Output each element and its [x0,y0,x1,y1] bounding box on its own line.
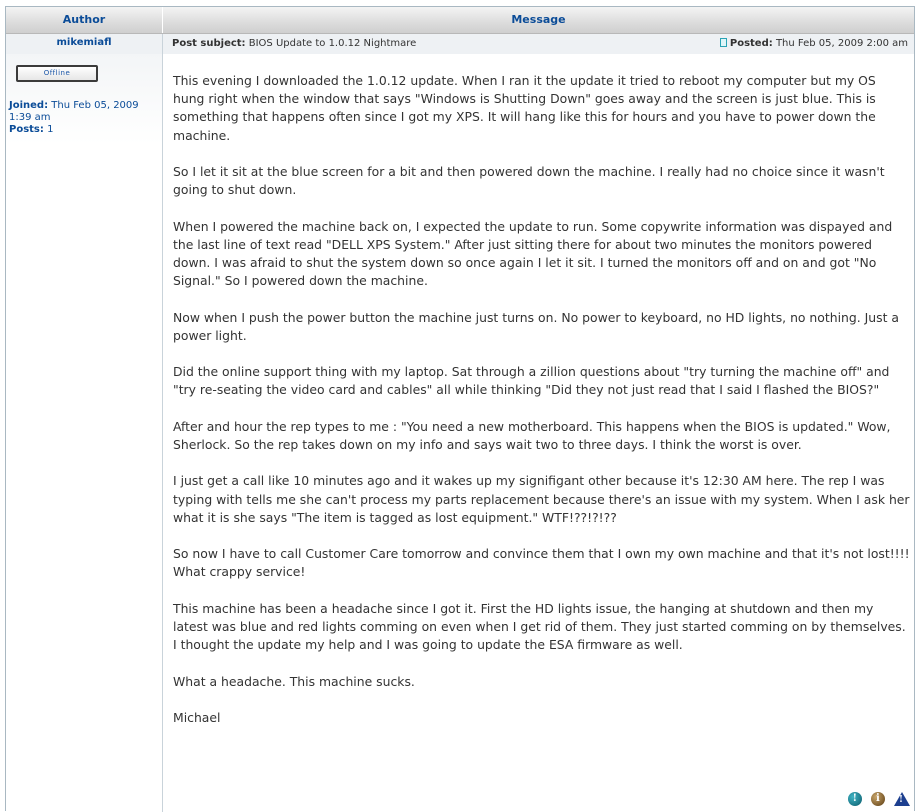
author-name[interactable]: mikemiafl [6,34,162,54]
joined-value: Thu Feb 05, 2009 1:39 am [9,100,139,123]
author-column [6,34,163,812]
post-paragraph: After and hour the rep types to me : "You need a new motherboard. This happens when the BIOS is updated." Wow, Sherlock. So the rep takes down on my info and says wait two to three days. I think the worst is over. [173,418,891,452]
posts-line [9,124,159,136]
message-column-header: Message [511,13,566,26]
author-profile [9,100,159,136]
post-body [173,72,911,745]
joined-label: Joined: [9,100,49,111]
post-date [720,34,908,54]
post-paragraph: So I let it sit at the blue screen for a bit and then powered down the machine. I really had no choice since it wasn't going to shut down. [173,164,885,198]
post-paragraph: So now I have to call Customer Care tomorrow and convince them that I own my own machine and that it's not lost!!!! What crappy service! [173,546,910,580]
warning-icon[interactable] [894,792,910,806]
alert-icon[interactable]: ! [848,792,862,806]
post-action-icons [844,788,910,804]
info-icon[interactable]: i [871,792,885,806]
posted-label: Posted: [729,38,773,49]
post-signature: Michael [173,709,221,725]
offline-status-badge: Offline [16,65,98,82]
post-paragraph: I just get a call like 10 minutes ago and it wakes up my signifigant other because it's 12:30 AM here. The rep I was typing with tells me she can't process my parts replacement because there's an issue with my system. When I ask her what it is she says "The item is tagged as lost equipment." WTF!??!?!?? [173,473,910,525]
forum-post-table [5,6,915,811]
author-info [6,54,162,144]
post-subject-text: BIOS Update to 1.0.12 Nightmare [248,38,417,49]
table-header-row [6,7,914,34]
post-paragraph: This machine has been a headache since I got it. First the HD lights issue, the hanging at shutdown and then my latest was blue and red lights comming on even when I get rid of them. They just started comming on by themselves. I thought the update my help and I was going to update the ESA firmware as well. [173,600,906,653]
post-paragraph: What a headache. This machine sucks. [173,673,415,689]
joined-line [9,100,159,124]
post-subject-row [163,34,914,54]
post-paragraph: Now when I push the power button the machine just turns on. No power to keyboard, no HD lights, no nothing. Just a power light. [173,309,899,343]
post-subject [172,34,416,54]
posted-value: Thu Feb 05, 2009 2:00 am [775,38,908,49]
post-paragraph: This evening I downloaded the 1.0.12 update. When I ran it the update it tried to reboot my computer but my OS hung right when the window that says "Windows is Shutting Down" goes away and the screen is just blue. This is something that happens often since I got my XPS. It will hang like this for hours and you have to power down the machine. [173,73,876,143]
posts-value: 1 [47,124,54,135]
warning-glyph: ! [899,794,903,805]
author-column-header: Author [6,7,163,33]
post-document-icon[interactable] [720,38,727,47]
post-subject-label: Post subject: [172,38,246,49]
posts-label: Posts: [9,124,44,135]
post-paragraph: Did the online support thing with my laptop. Sat through a zillion questions about "try turning the machine off" and "try re-seating the video card and cables" all while thinking "Did they not just read that I said I flashed the BIOS?" [173,364,890,398]
post-paragraph: When I powered the machine back on, I expected the update to run. Some copywrite information was dispayed and the last line of text read "DELL XPS System." After just sitting there for about two minutes the monitors powered down. I was afraid to shut the system down so once again I let it sit. I turned the monitors off and on and got "No Signal." So I powered down the machine. [173,218,893,289]
message-column [163,34,914,812]
